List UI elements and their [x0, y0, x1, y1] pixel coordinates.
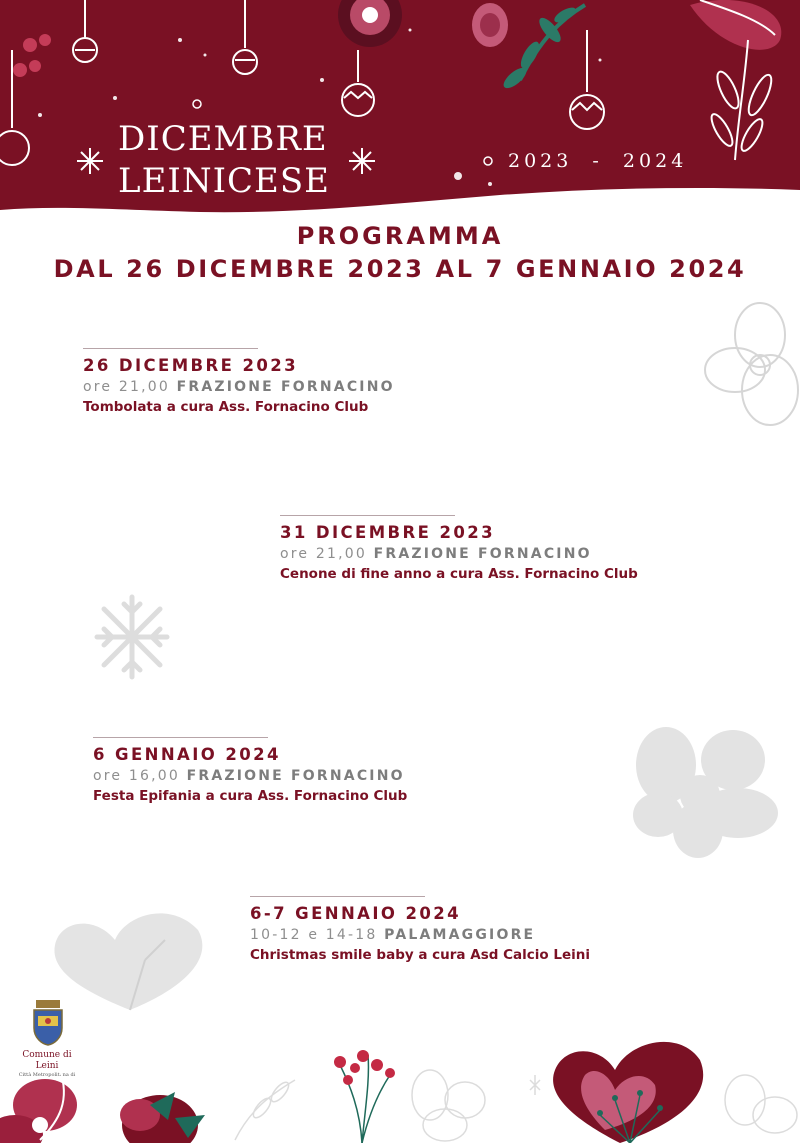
municipality-name: Comune di Leini — [22, 1050, 72, 1071]
municipality-subtitle: Città Metropolitana di — [18, 1072, 76, 1078]
event-time-place — [280, 544, 638, 564]
grey-heart-icon — [50, 905, 210, 1015]
event-date: 6-7 GENNAIO 2024 — [250, 904, 461, 923]
title-line-2: LEINICESE — [118, 161, 330, 201]
event-place: FRAZIONE FORNACINO — [176, 379, 395, 395]
event-place: PALAMAGGIORE — [384, 927, 536, 943]
grey-flower-icon — [628, 725, 778, 860]
event-description: Festa Epifania a cura Ass. Fornacino Club — [93, 788, 408, 804]
event-description: Cenone di fine anno a cura Ass. Fornacino Club — [280, 566, 638, 582]
program-date-range: DAL 26 DICEMBRE 2023 AL 7 GENNAIO 2024 — [53, 255, 747, 283]
snowflake-icon — [92, 592, 172, 682]
program-title: PROGRAMMA — [296, 222, 504, 250]
bottom-floral-decoration — [0, 1040, 800, 1143]
event-time: 10-12 e 14-18 — [250, 927, 378, 943]
event-divider — [280, 515, 455, 516]
event-item — [83, 348, 395, 417]
title-line-1: DICEMBRE — [118, 119, 328, 159]
event-place: FRAZIONE FORNACINO — [373, 546, 592, 562]
event-item — [280, 515, 638, 584]
poster-title — [118, 118, 358, 202]
event-place: FRAZIONE FORNACINO — [186, 768, 405, 784]
event-divider — [93, 737, 268, 738]
event-divider — [83, 348, 258, 349]
years-range: 2023 - 2024 — [508, 150, 688, 172]
event-item — [250, 896, 590, 965]
event-date: 26 DICEMBRE 2023 — [83, 356, 298, 375]
event-time-place — [250, 925, 590, 945]
outline-flower-icon — [700, 300, 800, 435]
municipal-crest-icon — [30, 998, 66, 1046]
event-description: Christmas smile baby a cura Asd Calcio Leini — [250, 947, 590, 963]
event-time-place — [83, 377, 395, 397]
event-description: Tombolata a cura Ass. Fornacino Club — [83, 399, 369, 415]
event-time: ore 21,00 — [280, 546, 367, 562]
event-date: 6 GENNAIO 2024 — [93, 745, 281, 764]
event-divider — [250, 896, 425, 897]
program-heading — [0, 220, 800, 286]
event-item — [93, 737, 407, 806]
event-time-place — [93, 766, 407, 786]
event-date: 31 DICEMBRE 2023 — [280, 523, 495, 542]
event-time: ore 16,00 — [93, 768, 180, 784]
event-time: ore 21,00 — [83, 379, 170, 395]
